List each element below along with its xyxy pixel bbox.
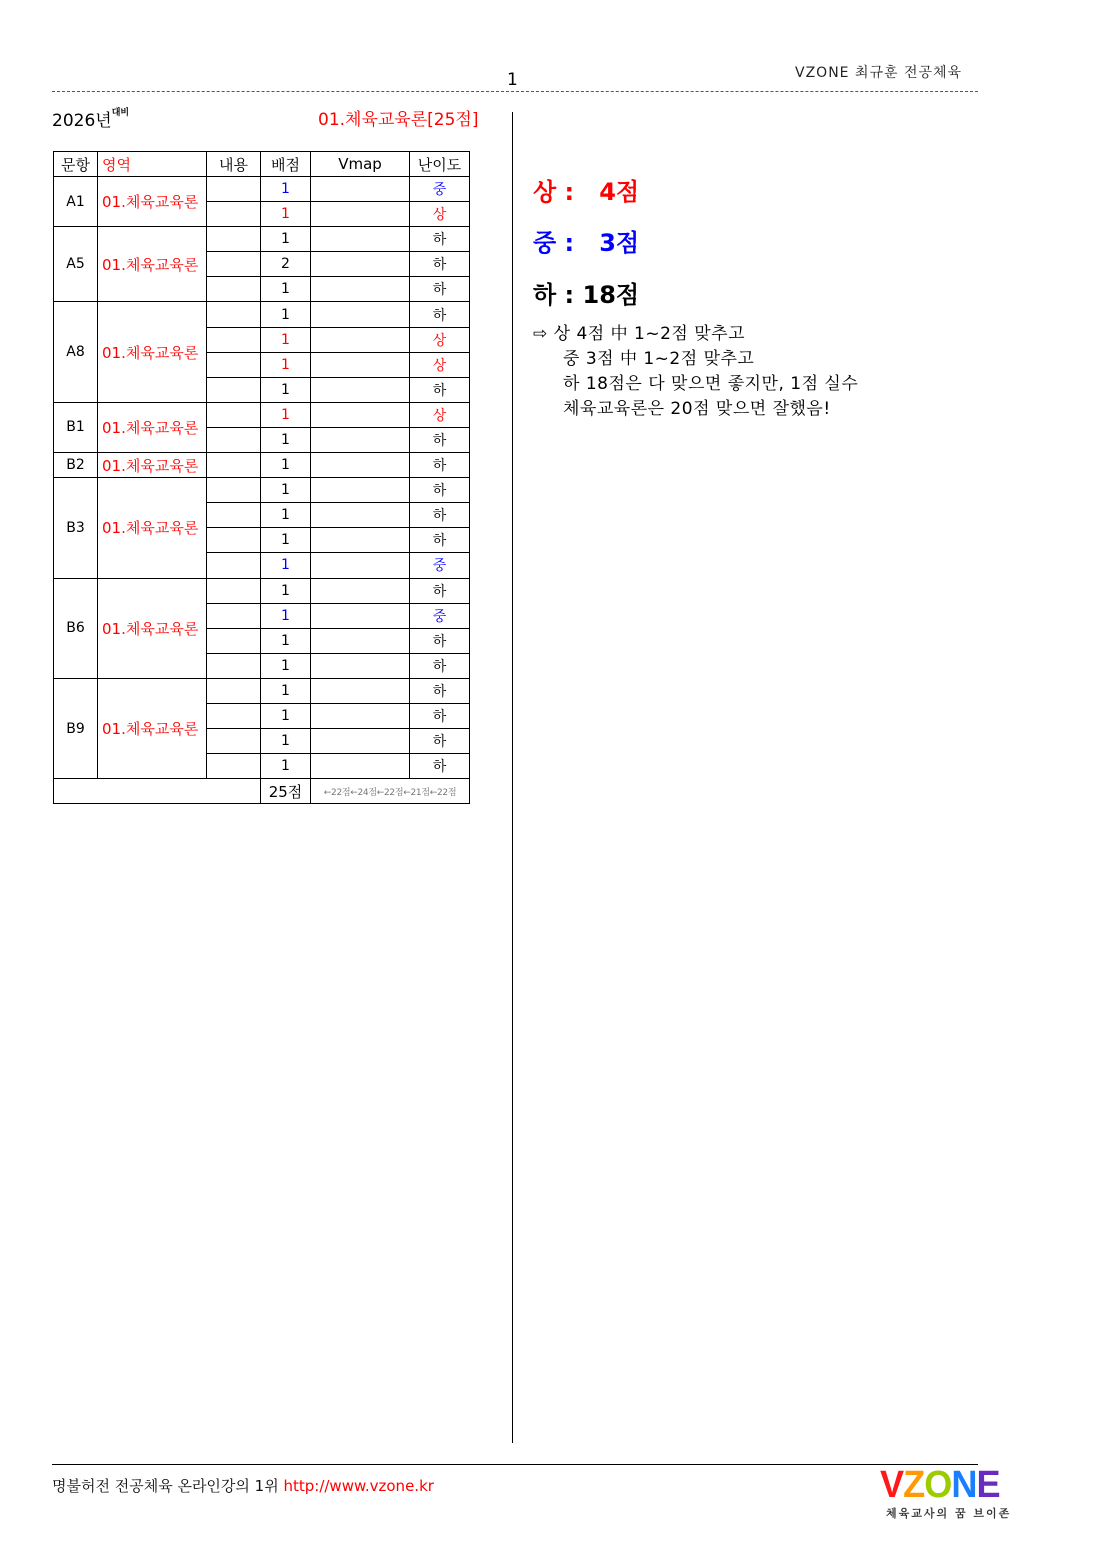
difficulty-cell: 상 bbox=[410, 352, 470, 377]
points-cell: 2 bbox=[261, 252, 311, 277]
difficulty-cell: 하 bbox=[410, 377, 470, 402]
difficulty-cell: 하 bbox=[410, 302, 470, 327]
col-vmap: Vmap bbox=[311, 152, 410, 177]
points-cell: 1 bbox=[261, 503, 311, 528]
vmap-cell bbox=[311, 252, 410, 277]
footer-slogan: 명불허전 전공체육 온라인강의 1위 http://www.vzone.kr bbox=[52, 1477, 434, 1495]
points-cell: 1 bbox=[261, 678, 311, 703]
difficulty-cell: 하 bbox=[410, 478, 470, 503]
score-trend: ←22점←24점←22점←21점←22점 bbox=[311, 779, 470, 804]
vmap-cell bbox=[311, 453, 410, 478]
content-cell bbox=[207, 277, 261, 302]
vmap-cell bbox=[311, 703, 410, 728]
col-content: 내용 bbox=[207, 152, 261, 177]
content-cell bbox=[207, 202, 261, 227]
section-title: 01.체육교육론[25점] bbox=[318, 110, 479, 130]
note-line-2: 중 3점 中 1~2점 맞추고 bbox=[563, 349, 755, 369]
question-id: A8 bbox=[54, 302, 98, 402]
difficulty-cell: 하 bbox=[410, 528, 470, 553]
content-cell bbox=[207, 503, 261, 528]
vmap-cell bbox=[311, 177, 410, 202]
table-row bbox=[54, 453, 470, 478]
vmap-cell bbox=[311, 227, 410, 252]
summary-mid: 중 : 3점 bbox=[533, 229, 640, 257]
col-difficulty: 난이도 bbox=[410, 152, 470, 177]
difficulty-cell: 하 bbox=[410, 427, 470, 452]
question-id: B9 bbox=[54, 678, 98, 778]
year-suffix: 대비 bbox=[111, 108, 130, 118]
area-name: 01.체육교육론 bbox=[98, 678, 207, 778]
difficulty-cell: 하 bbox=[410, 503, 470, 528]
vmap-cell bbox=[311, 202, 410, 227]
vmap-cell bbox=[311, 427, 410, 452]
content-cell bbox=[207, 427, 261, 452]
summary-low: 하 : 18점 bbox=[533, 281, 640, 309]
points-cell: 1 bbox=[261, 352, 311, 377]
table-row bbox=[54, 478, 470, 503]
area-name: 01.체육교육론 bbox=[98, 302, 207, 402]
note-line-1: ⇨ 상 4점 中 1~2점 맞추고 bbox=[533, 324, 745, 344]
footer-divider bbox=[52, 1464, 978, 1465]
content-cell bbox=[207, 352, 261, 377]
column-divider bbox=[512, 112, 513, 1443]
points-cell: 1 bbox=[261, 754, 311, 779]
summary-high: 상 : 4점 bbox=[533, 178, 640, 206]
content-cell bbox=[207, 377, 261, 402]
vmap-cell bbox=[311, 352, 410, 377]
vmap-cell bbox=[311, 578, 410, 603]
points-cell: 1 bbox=[261, 177, 311, 202]
difficulty-cell: 하 bbox=[410, 628, 470, 653]
points-cell: 1 bbox=[261, 553, 311, 578]
difficulty-cell: 중 bbox=[410, 553, 470, 578]
points-cell: 1 bbox=[261, 453, 311, 478]
difficulty-cell: 하 bbox=[410, 277, 470, 302]
difficulty-cell: 중 bbox=[410, 603, 470, 628]
page-number: 1 bbox=[507, 70, 518, 90]
points-cell: 1 bbox=[261, 302, 311, 327]
exam-year bbox=[52, 106, 129, 131]
note-line-3: 하 18점은 다 맞으면 좋지만, 1점 실수 bbox=[563, 374, 859, 394]
arrow-icon: ⇨ bbox=[533, 324, 548, 344]
question-id: B6 bbox=[54, 578, 98, 678]
area-name: 01.체육교육론 bbox=[98, 177, 207, 227]
content-cell bbox=[207, 453, 261, 478]
content-cell bbox=[207, 678, 261, 703]
content-cell bbox=[207, 327, 261, 352]
year-label: 2026년 bbox=[52, 111, 112, 131]
difficulty-cell: 상 bbox=[410, 202, 470, 227]
vmap-cell bbox=[311, 653, 410, 678]
total-points: 25점 bbox=[261, 779, 311, 804]
vmap-cell bbox=[311, 377, 410, 402]
vmap-cell bbox=[311, 478, 410, 503]
table-header-row bbox=[54, 152, 470, 177]
area-name: 01.체육교육론 bbox=[98, 227, 207, 302]
content-cell bbox=[207, 628, 261, 653]
vzone-logo bbox=[880, 1466, 1020, 1521]
points-cell: 1 bbox=[261, 603, 311, 628]
question-id: B1 bbox=[54, 402, 98, 452]
table-row bbox=[54, 227, 470, 252]
score-table bbox=[53, 151, 470, 804]
logo-tagline: 체육교사의 꿈 브이존 bbox=[886, 1507, 1012, 1520]
vmap-cell bbox=[311, 678, 410, 703]
difficulty-cell: 하 bbox=[410, 453, 470, 478]
difficulty-cell: 하 bbox=[410, 729, 470, 754]
difficulty-cell: 하 bbox=[410, 227, 470, 252]
table-row bbox=[54, 302, 470, 327]
points-cell: 1 bbox=[261, 227, 311, 252]
content-cell bbox=[207, 553, 261, 578]
vmap-cell bbox=[311, 754, 410, 779]
question-id: B3 bbox=[54, 478, 98, 578]
vmap-cell bbox=[311, 503, 410, 528]
col-points: 배점 bbox=[261, 152, 311, 177]
question-id: A5 bbox=[54, 227, 98, 302]
content-cell bbox=[207, 754, 261, 779]
col-area: 영역 bbox=[98, 152, 207, 177]
points-cell: 1 bbox=[261, 653, 311, 678]
vmap-cell bbox=[311, 277, 410, 302]
points-cell: 1 bbox=[261, 578, 311, 603]
content-cell bbox=[207, 729, 261, 754]
vmap-cell bbox=[311, 402, 410, 427]
table-row bbox=[54, 402, 470, 427]
difficulty-cell: 상 bbox=[410, 402, 470, 427]
logo-wordmark: VZONE bbox=[880, 1464, 1000, 1506]
points-cell: 1 bbox=[261, 703, 311, 728]
table-row bbox=[54, 177, 470, 202]
area-name: 01.체육교육론 bbox=[98, 478, 207, 578]
content-cell bbox=[207, 653, 261, 678]
question-id: B2 bbox=[54, 453, 98, 478]
points-cell: 1 bbox=[261, 478, 311, 503]
difficulty-cell: 하 bbox=[410, 678, 470, 703]
points-cell: 1 bbox=[261, 327, 311, 352]
difficulty-cell: 하 bbox=[410, 252, 470, 277]
content-cell bbox=[207, 478, 261, 503]
advice-note bbox=[533, 322, 858, 422]
difficulty-cell: 하 bbox=[410, 754, 470, 779]
difficulty-cell: 중 bbox=[410, 177, 470, 202]
header-divider bbox=[52, 91, 978, 92]
difficulty-cell: 하 bbox=[410, 703, 470, 728]
content-cell bbox=[207, 302, 261, 327]
points-cell: 1 bbox=[261, 277, 311, 302]
vmap-cell bbox=[311, 302, 410, 327]
vmap-cell bbox=[311, 553, 410, 578]
vmap-cell bbox=[311, 729, 410, 754]
area-name: 01.체육교육론 bbox=[98, 578, 207, 678]
content-cell bbox=[207, 227, 261, 252]
vmap-cell bbox=[311, 628, 410, 653]
points-cell: 1 bbox=[261, 202, 311, 227]
content-cell bbox=[207, 578, 261, 603]
vmap-cell bbox=[311, 603, 410, 628]
points-cell: 1 bbox=[261, 528, 311, 553]
content-cell bbox=[207, 528, 261, 553]
content-cell bbox=[207, 252, 261, 277]
header-author: VZONE 최규훈 전공체육 bbox=[795, 65, 963, 81]
question-id: A1 bbox=[54, 177, 98, 227]
difficulty-cell: 하 bbox=[410, 578, 470, 603]
total-spacer bbox=[54, 779, 261, 804]
points-cell: 1 bbox=[261, 377, 311, 402]
content-cell bbox=[207, 703, 261, 728]
table-row bbox=[54, 678, 470, 703]
difficulty-cell: 하 bbox=[410, 653, 470, 678]
table-row bbox=[54, 578, 470, 603]
footer-url[interactable]: http://www.vzone.kr bbox=[283, 1477, 434, 1495]
points-cell: 1 bbox=[261, 729, 311, 754]
content-cell bbox=[207, 402, 261, 427]
content-cell bbox=[207, 603, 261, 628]
vmap-cell bbox=[311, 528, 410, 553]
table-body bbox=[54, 177, 470, 779]
total-row bbox=[54, 779, 470, 804]
area-name: 01.체육교육론 bbox=[98, 402, 207, 452]
note-line-4: 체육교육론은 20점 맞으면 잘했음! bbox=[563, 399, 831, 419]
difficulty-cell: 상 bbox=[410, 327, 470, 352]
points-cell: 1 bbox=[261, 402, 311, 427]
area-name: 01.체육교육론 bbox=[98, 453, 207, 478]
vmap-cell bbox=[311, 327, 410, 352]
col-question: 문항 bbox=[54, 152, 98, 177]
points-cell: 1 bbox=[261, 427, 311, 452]
content-cell bbox=[207, 177, 261, 202]
points-cell: 1 bbox=[261, 628, 311, 653]
